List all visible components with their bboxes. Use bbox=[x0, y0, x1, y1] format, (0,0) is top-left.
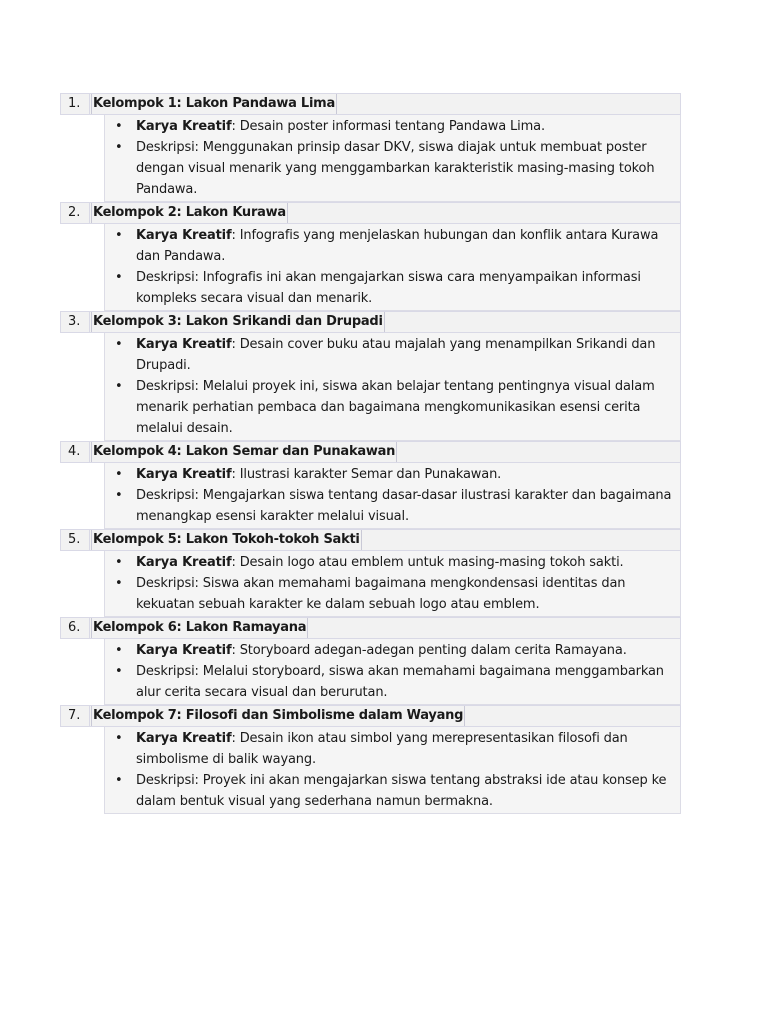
deskripsi-text: Deskripsi: Menggunakan prinsip dasar DKV, siswa diajak untuk membuat poster dengan visual menarik yang menggambarkan karakteristik masing-masing tokoh Pandawa. bbox=[136, 140, 655, 197]
group-header bbox=[60, 617, 681, 639]
group-item bbox=[60, 705, 681, 814]
deskripsi-item bbox=[105, 267, 674, 309]
karya-kreatif-item bbox=[105, 640, 674, 661]
bullet-icon: • bbox=[115, 337, 123, 352]
bullet-icon: • bbox=[115, 555, 123, 570]
deskripsi-text: Deskripsi: Infografis ini akan mengajarkan siswa cara menyampaikan informasi kompleks secara visual dan menarik. bbox=[136, 270, 641, 306]
group-header bbox=[60, 311, 681, 333]
karya-kreatif-text: : Desain poster informasi tentang Pandawa Lima. bbox=[231, 119, 545, 134]
bullet-icon: • bbox=[115, 140, 123, 155]
group-header bbox=[60, 529, 681, 551]
bullet-icon: • bbox=[115, 270, 123, 285]
deskripsi-item bbox=[105, 770, 674, 812]
group-number: 7. bbox=[60, 705, 89, 727]
bullet-icon: • bbox=[115, 773, 123, 788]
deskripsi-text: Deskripsi: Proyek ini akan mengajarkan siswa tentang abstraksi ide atau konsep ke dalam bentuk visual yang sederhana namun bermakna. bbox=[136, 773, 667, 809]
group-bullets bbox=[104, 727, 681, 814]
karya-kreatif-label: Karya Kreatif bbox=[136, 643, 232, 658]
group-title: Kelompok 6: Lakon Ramayana bbox=[91, 618, 308, 638]
group-header bbox=[60, 202, 681, 224]
karya-kreatif-item bbox=[105, 334, 674, 376]
deskripsi-item bbox=[105, 137, 674, 200]
karya-kreatif-label: Karya Kreatif bbox=[136, 337, 232, 352]
group-header bbox=[60, 705, 681, 727]
group-title-cell bbox=[89, 705, 681, 727]
group-bullets bbox=[104, 224, 681, 311]
group-title-cell bbox=[89, 93, 681, 115]
deskripsi-text: Deskripsi: Melalui proyek ini, siswa akan belajar tentang pentingnya visual dalam menarik perhatian pembaca dan bagaimana mengkomunikasikan esensi cerita melalui desain. bbox=[136, 379, 655, 436]
karya-kreatif-item bbox=[105, 728, 674, 770]
bullet-icon: • bbox=[115, 119, 123, 134]
group-title-cell bbox=[89, 441, 681, 463]
group-bullets bbox=[104, 333, 681, 441]
karya-kreatif-label: Karya Kreatif bbox=[136, 467, 232, 482]
karya-kreatif-item bbox=[105, 552, 674, 573]
group-number: 4. bbox=[60, 441, 89, 463]
karya-kreatif-item bbox=[105, 464, 674, 485]
group-title: Kelompok 7: Filosofi dan Simbolisme dalam Wayang bbox=[91, 706, 465, 726]
karya-kreatif-text: : Storyboard adegan-adegan penting dalam cerita Ramayana. bbox=[231, 643, 627, 658]
karya-kreatif-label: Karya Kreatif bbox=[136, 555, 232, 570]
karya-kreatif-text: : Desain ikon atau simbol yang merepresentasikan filosofi dan simbolisme di balik wayang. bbox=[136, 731, 628, 767]
karya-kreatif-text: : Infografis yang menjelaskan hubungan dan konflik antara Kurawa dan Pandawa. bbox=[136, 228, 659, 264]
deskripsi-item bbox=[105, 661, 674, 703]
bullet-icon: • bbox=[115, 576, 123, 591]
karya-kreatif-label: Karya Kreatif bbox=[136, 731, 232, 746]
group-bullets bbox=[104, 551, 681, 617]
group-number: 5. bbox=[60, 529, 89, 551]
bullet-icon: • bbox=[115, 643, 123, 658]
bullet-icon: • bbox=[115, 379, 123, 394]
deskripsi-text: Deskripsi: Siswa akan memahami bagaimana mengkondensasi identitas dan kekuatan sebuah karakter ke dalam sebuah logo atau emblem. bbox=[136, 576, 626, 612]
group-title-cell bbox=[89, 529, 681, 551]
karya-kreatif-label: Karya Kreatif bbox=[136, 228, 232, 243]
bullet-icon: • bbox=[115, 228, 123, 243]
karya-kreatif-text: : Desain logo atau emblem untuk masing-masing tokoh sakti. bbox=[231, 555, 624, 570]
group-title: Kelompok 1: Lakon Pandawa Lima bbox=[91, 94, 337, 114]
group-number: 6. bbox=[60, 617, 89, 639]
group-bullets bbox=[104, 115, 681, 202]
bullet-icon: • bbox=[115, 467, 123, 482]
group-header bbox=[60, 441, 681, 463]
group-title-cell bbox=[89, 311, 681, 333]
bullet-icon: • bbox=[115, 731, 123, 746]
group-item bbox=[60, 93, 681, 202]
group-bullets bbox=[104, 463, 681, 529]
deskripsi-item bbox=[105, 485, 674, 527]
deskripsi-text: Deskripsi: Mengajarkan siswa tentang dasar-dasar ilustrasi karakter dan bagaimana menangkap esensi karakter melalui visual. bbox=[136, 488, 672, 524]
group-item bbox=[60, 529, 681, 617]
bullet-icon: • bbox=[115, 488, 123, 503]
group-title-cell bbox=[89, 617, 681, 639]
deskripsi-item bbox=[105, 573, 674, 615]
group-number: 3. bbox=[60, 311, 89, 333]
karya-kreatif-item bbox=[105, 225, 674, 267]
bullet-icon: • bbox=[115, 664, 123, 679]
karya-kreatif-label: Karya Kreatif bbox=[136, 119, 232, 134]
group-title: Kelompok 4: Lakon Semar dan Punakawan bbox=[91, 442, 397, 462]
group-title: Kelompok 3: Lakon Srikandi dan Drupadi bbox=[91, 312, 385, 332]
group-item bbox=[60, 202, 681, 311]
group-title: Kelompok 5: Lakon Tokoh-tokoh Sakti bbox=[91, 530, 362, 550]
deskripsi-item bbox=[105, 376, 674, 439]
group-number: 2. bbox=[60, 202, 89, 224]
group-title-cell bbox=[89, 202, 681, 224]
group-number: 1. bbox=[60, 93, 89, 115]
group-title: Kelompok 2: Lakon Kurawa bbox=[91, 203, 288, 223]
karya-kreatif-text: : Ilustrasi karakter Semar dan Punakawan. bbox=[231, 467, 502, 482]
karya-kreatif-text: : Desain cover buku atau majalah yang menampilkan Srikandi dan Drupadi. bbox=[136, 337, 656, 373]
group-header bbox=[60, 93, 681, 115]
group-bullets bbox=[104, 639, 681, 705]
deskripsi-text: Deskripsi: Melalui storyboard, siswa akan memahami bagaimana menggambarkan alur cerita secara visual dan berurutan. bbox=[136, 664, 664, 700]
karya-kreatif-item bbox=[105, 116, 674, 137]
document-list bbox=[60, 93, 681, 814]
group-item bbox=[60, 311, 681, 441]
group-item bbox=[60, 617, 681, 705]
group-item bbox=[60, 441, 681, 529]
